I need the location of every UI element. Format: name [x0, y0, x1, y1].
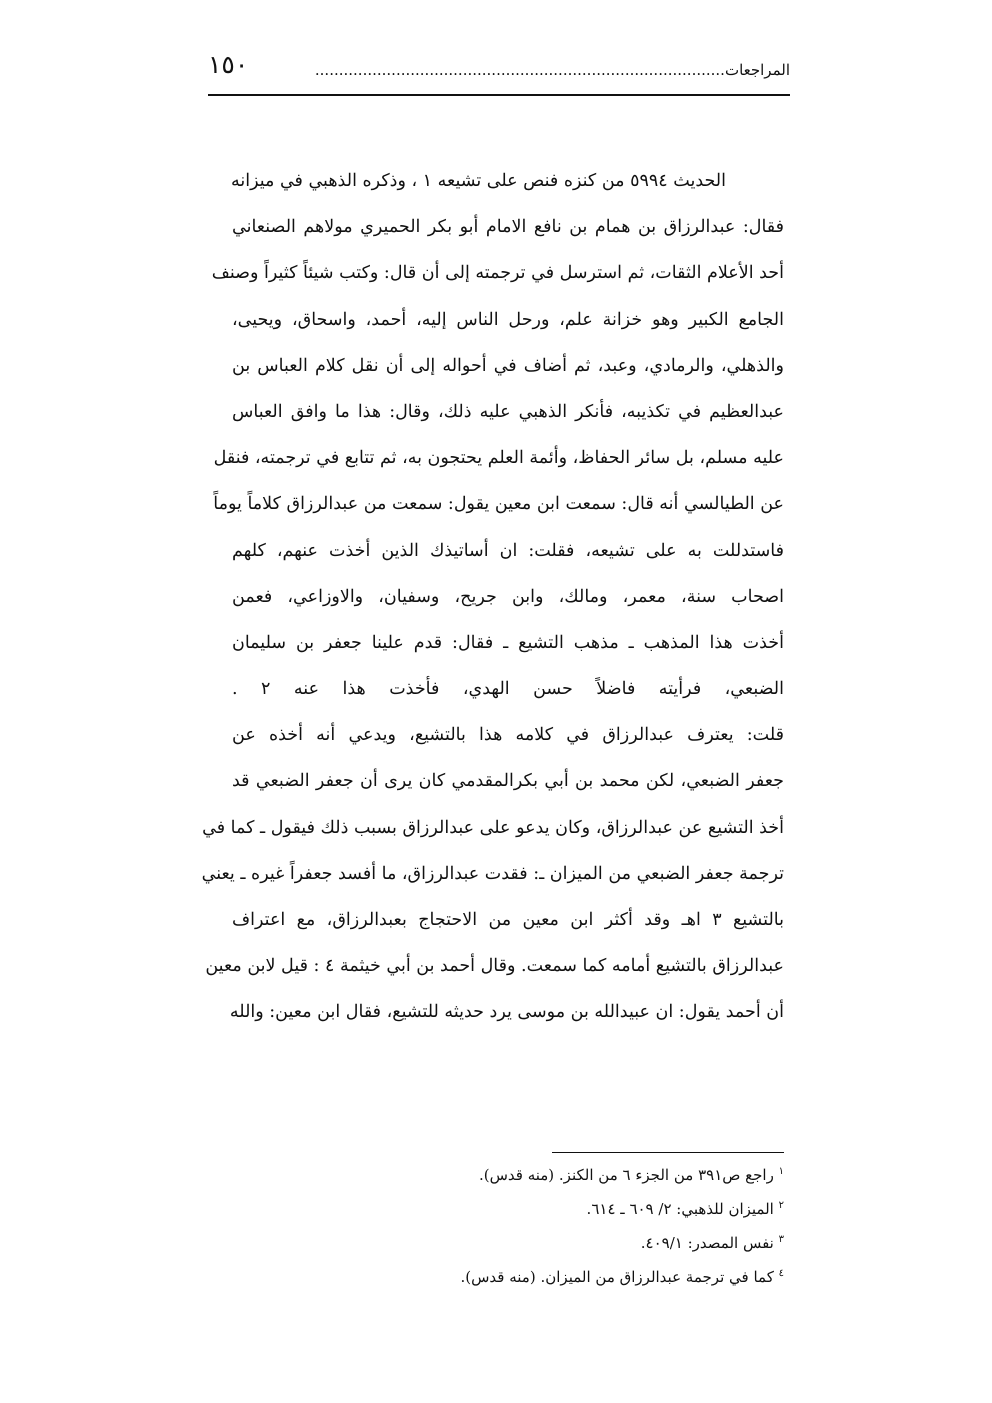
footnote-separator — [552, 1152, 784, 1153]
text-line: الجامع الكبير وهو خزانة علم، ورحل الناس إليه، أحمد، واسحاق، ويحيى، — [232, 309, 784, 330]
text-line: أن أحمد يقول: ان عبيدالله بن موسى يرد حديثه للتشيع، فقال ابن معين: والله — [229, 1002, 784, 1023]
text-line: أخذ التشيع عن عبدالرزاق، وكان يدعو على عبدالرزاق بسبب ذلك فيقول ـ كما في — [202, 817, 784, 838]
page-number: ١٥٠ — [208, 50, 249, 79]
footnote — [232, 1192, 784, 1226]
footnote-text: الميزان للذهبي: ٢/ ٦٠٩ ـ ٦١٤. — [586, 1200, 774, 1218]
text-line: أخذت هذا المذهب ـ مذهب التشيع ـ فقال: قدم علينا جعفر بن سليمان — [232, 632, 784, 653]
text-line: عبدالعظيم في تكذيبه، فأنكر الذهبي عليه ذلك، وقال: هذا ما وافق العباس — [232, 401, 784, 422]
main-text — [201, 158, 785, 1036]
text-line: بالتشيع ٣ اهـ وقد أكثر ابن معين من الاحتجاج بعبدالرزاق، مع اعتراف — [232, 910, 784, 930]
text-line: جعفر الضبعي، لكن محمد بن أبي بكرالمقدمي كان يرى أن جعفر الضبعي قد — [232, 771, 784, 792]
footnote-text: نفس المصدر: ٤٠٩/١. — [640, 1234, 774, 1252]
text-line: أحد الأعلام الثقات، ثم استرسل في ترجمته إلى أن قال: وكتب شيئاً كثيراً وصنف — [211, 263, 784, 284]
text-line: ترجمة جعفر الضبعي من الميزان ـ: فقدت عبدالرزاق، ما أفسد جعفراً غيره ـ يعني — [201, 863, 784, 884]
text-line: عليه مسلم، بل سائر الحفاظ، وأئمة العلم يحتجون به، ثم تتابع في ترجمته، فنقل — [213, 448, 784, 469]
footnote — [232, 1158, 784, 1192]
footnote — [232, 1260, 784, 1294]
text-line: الضبعي، فرأيته فاضلاً حسن الهدي، فأخذت هذا عنه ٢ . — [232, 679, 784, 700]
text-line: قلت: يعترف عبدالرزاق في كلامه هذا بالتشيع، ويدعي أنه أخذه عن — [232, 725, 785, 746]
footnote-text: راجع ص٣٩١ من الجزء ٦ من الكنز. (منه قدس). — [478, 1166, 774, 1184]
text-line: اصحاب سنة، معمر، ومالك، وابن جريح، وسفيان، والاوزاعي، فعمن — [232, 586, 784, 607]
text-line: فقال: عبدالرزاق بن همام بن نافع الامام أبو بكر الحميري مولاهم الصنعاني — [232, 217, 784, 238]
footnote-text: كما في ترجمة عبدالرزاق من الميزان. (منه قدس). — [460, 1268, 774, 1286]
text-line: عبدالرزاق بالتشيع أمامه كما سمعت. وقال أحمد بن أبي خيثمة ٤ : قيل لابن معين — [205, 956, 784, 977]
footnote-marker: ١ — [778, 1166, 784, 1177]
footnote-marker: ٢ — [778, 1200, 784, 1211]
footnote-marker: ٤ — [778, 1268, 784, 1279]
text-line: الحديث ٥٩٩٤ من كنزه فنص على تشيعه ١ ، وذكره الذهبي في ميزانه — [230, 171, 726, 191]
footnote — [232, 1226, 784, 1260]
running-head: المراجعات...................................................................................... — [314, 61, 790, 79]
text-line: فاستدللت به على تشيعه، فقلت: ان أساتيذك الذين أخذت عنهم، كلهم — [232, 540, 784, 561]
text-line: عن الطيالسي أنه قال: سمعت ابن معين يقول: سمعت من عبدالرزاق كلاماً يوماً — [213, 494, 784, 515]
page-header — [208, 46, 790, 96]
footnote-marker: ٣ — [778, 1234, 784, 1245]
footnotes — [232, 1158, 784, 1294]
text-line: والذهلي، والرمادي، وعبد، ثم أضاف في أحواله إلى أن نقل كلام العباس بن — [232, 355, 784, 376]
